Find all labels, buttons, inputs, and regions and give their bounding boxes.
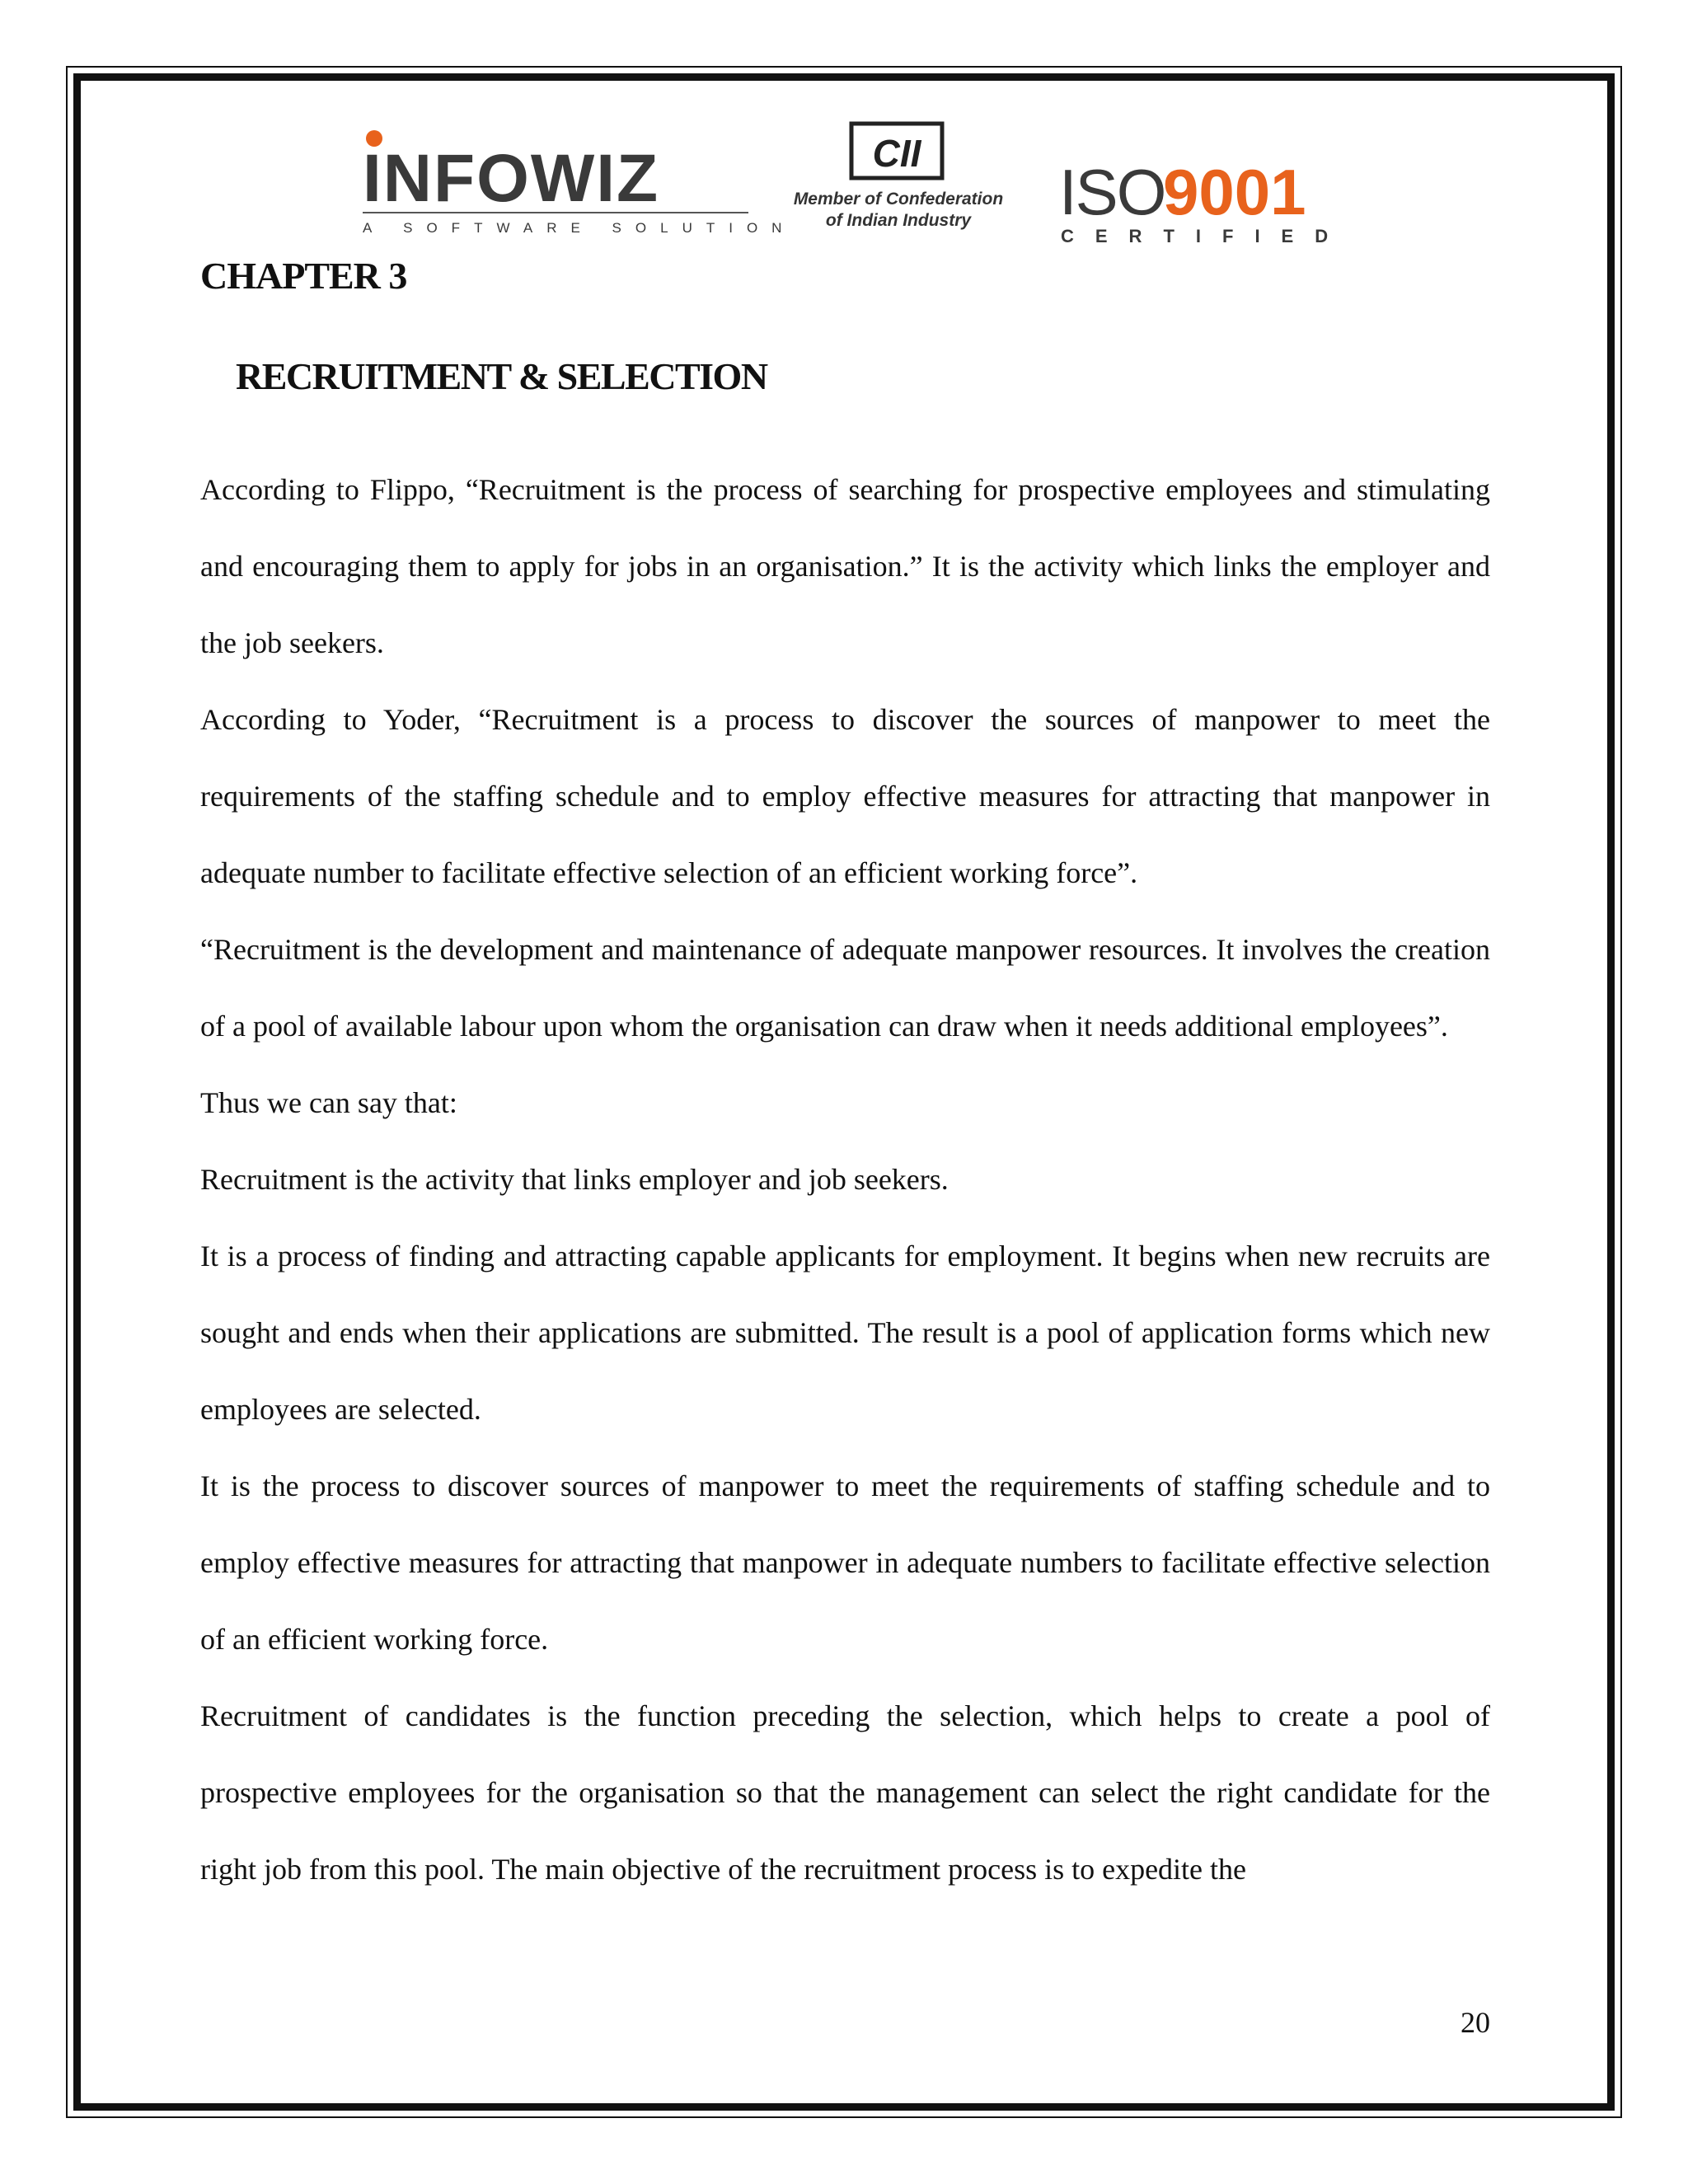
chapter-label: CHAPTER 3	[200, 255, 407, 297]
paragraph-summary-point-1: Recruitment is the activity that links employer and job seekers.	[200, 1163, 949, 1196]
infowiz-tagline: A SOFTWARE SOLUTION	[363, 220, 796, 236]
svg-text:9001: 9001	[1163, 156, 1306, 228]
iso-9001-logo	[1059, 156, 1350, 246]
svg-text:ISO: ISO	[1059, 156, 1165, 228]
section-title: RECRUITMENT & SELECTION	[236, 355, 767, 397]
cii-logo	[779, 122, 1018, 246]
paragraph-summary-point-3: It is the process to discover sources of manpower to meet the requirements of staffing schedule and to employ effective measures for attracting that manpower in adequate numbers to facilitate effective selection of an efficient working force.	[200, 1469, 1490, 1656]
infowiz-logo-text: INFOWIZ	[363, 141, 660, 216]
cii-caption-line-1: Member of Confederation	[793, 190, 1004, 209]
page-number: 20	[1461, 2006, 1490, 2039]
paragraph-summary-point-2: It is a process of finding and attracting capable applicants for employment. It begins when new recruits are sought and ends when their applications are submitted. The result is a pool of application forms which new employees are selected.	[200, 1240, 1490, 1426]
paragraph-summary-intro: Thus we can say that:	[200, 1086, 457, 1119]
cii-caption-line-2: of Indian Industry	[825, 211, 972, 230]
cii-logo-text: CII	[872, 132, 921, 175]
header-logos	[363, 122, 1350, 246]
infowiz-logo	[363, 127, 796, 242]
paragraph-flippo-definition: According to Flippo, “Recruitment is the process of searching for prospective employees and stimulating and encouraging them to apply for jobs in an organisation.” It is the activity which links the employer and the job seekers.	[200, 473, 1490, 659]
body-text	[200, 452, 1490, 1908]
paragraph-summary-point-4: Recruitment of candidates is the function preceding the selection, which helps to create a pool of prospective employees for the organisation so that the management can select the right candidate for the right job from this pool. The main objective of the recruitment process is to expedite the	[200, 1699, 1490, 1886]
iso-caption: CERTIFIED	[1061, 226, 1350, 246]
paragraph-manpower-definition: “Recruitment is the development and maintenance of adequate manpower resources. It involves the creation of a pool of available labour upon whom the organisation can draw when it needs additional employees”.	[200, 933, 1490, 1043]
paragraph-yoder-definition: According to Yoder, “Recruitment is a process to discover the sources of manpower to meet the requirements of the staffing schedule and to employ effective measures for attracting that manpower in adequate number to facilitate effective selection of an efficient working force”.	[200, 703, 1490, 889]
